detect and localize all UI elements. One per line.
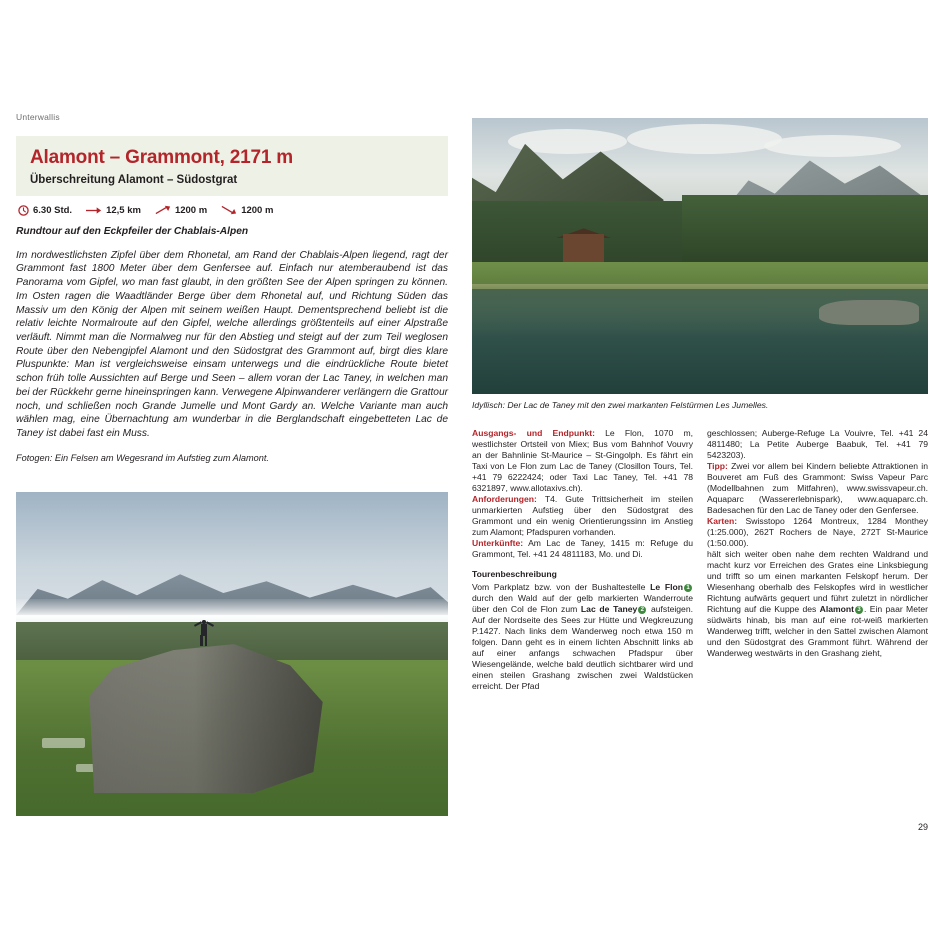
- tour-facts: [16, 196, 448, 218]
- info-maps-label: Karten:: [707, 516, 738, 526]
- photo-lac-de-taney: [472, 118, 928, 394]
- info-requirements-text: T4. Gute Trittsicherheit im steilen unmarkierten Aufstieg über den Südostgrat des Grammont und ein wenig Orientierungssinn im Anstieg zum Alamont; Pfadspuren vorhanden.: [472, 494, 693, 537]
- clock-icon: [18, 205, 29, 216]
- waypoint-le-flon: Le Flon: [650, 582, 683, 592]
- waypoint-lac-de-taney: Lac de Taney: [580, 604, 638, 614]
- route-text-c: durch den Wald auf der gelb markierten Wanderroute über den Col de Flon zum: [472, 593, 693, 614]
- descent-arrow-icon: [221, 205, 237, 215]
- info-columns: [472, 428, 928, 828]
- info-accommodation-cont: geschlossen; Auberge-Refuge La Vouivre, Tel. +41 24 4811480; La Petite Auberge Baabuk, Tel. +41 79 5423203).: [707, 428, 928, 460]
- tour-title-box: [16, 136, 448, 196]
- fact-duration: [18, 205, 72, 216]
- left-column: [16, 112, 448, 472]
- route-description-part1: [472, 582, 693, 692]
- intro-body: Im nordwestlichsten Zipfel über dem Rhonetal, am Rand der Chablais-Alpen liegend, ragt der Grammont fast 1800 Meter über dem Genfersee auf. Einfach nur atemberaubend ist das Panorama vom Gipfel, wo man fast glaubt, in den größten See der Alpen springen zu können. Im Osten ragen die Waadtländer Berge über dem Rhonetal auf, und Richtung Süden das Massiv um den König der Alpen mit seinem weißen Haupt. Dementsprechend beliebt ist die relativ leichte Normalroute auf den Gipfel, welche allerdings größtenteils auf einer Alpstraße verläuft. Nimmt man die Normalweg nur für den Abstieg und steigt auf der zum Teil weglosen Route über den Nebengipfel Alamont und den Südostgrat des Grammont auf, birgt dies klare Pluspunkte: Man ist vergleichsweise einsam unterwegs und die eindrückliche Route bietet schon früh tolle Aussichten auf Berge und Seen – allem voran der Lac Taney, in welchen man bei der Rückkehr gerne hineinspringen kann. Verwegene Alpinwanderer verlängern die Grattour noch, und schließen noch Grande Jumelle und Mont Gardy an. Welche Variante man auch wählen mag, eine Übernachtung am wunderbar in die Berglandschaft eingebetteten Lac de Taney ist dabei fast ein Muss.: [16, 249, 448, 439]
- intro-lead: Rundtour auf den Eckpfeiler der Chablais-Alpen: [16, 225, 249, 237]
- info-maps-text: Swisstopo 1264 Montreux, 1284 Monthey (1:25.000), 262T Rochers de Naye, 272T St-Maurice (1:50.000).: [707, 516, 928, 548]
- page-number: 29: [917, 822, 928, 832]
- info-requirements-label: Anforderungen:: [472, 494, 537, 504]
- info-accommodation-label: Unterkünfte:: [472, 538, 524, 548]
- photo-hiker-silhouette: [193, 620, 215, 646]
- photo-hiker-on-rock: [16, 492, 448, 816]
- info-accommodation-text: Am Lac de Taney, 1415 m: Refuge du Grammont, Tel. +41 24 4811183, Mo. und Di.: [472, 538, 693, 559]
- waypoint-marker-2: 2: [638, 606, 646, 614]
- photo-light-patch: [42, 738, 85, 748]
- fact-descent: [221, 205, 273, 216]
- photo-rock-outcrop: [819, 300, 919, 325]
- fact-duration-value: 6.30 Std.: [33, 204, 73, 216]
- info-tipp-label: Tipp:: [707, 461, 728, 471]
- waypoint-alamont: Alamont: [819, 604, 855, 614]
- info-tipp-text: Zwei vor allem bei Kindern beliebte Attraktionen in Bouveret am Fuß des Grammont: Swiss Vapeur Parc (Modellbahnen zum Mitfahren), www.swissvapeur.ch. Aquaparc (Wassererlebnispark), www.aquaparc.ch. Badesachen für den Lac de Taney oder den Genfersee.: [707, 461, 928, 515]
- page-title: Alamont – Grammont, 2171 m: [30, 147, 293, 168]
- left-photo-caption: Fotogen: Ein Felsen am Wegesrand im Aufstieg zum Alamont.: [16, 452, 269, 463]
- info-column-2: [707, 428, 928, 828]
- info-tipp: [707, 461, 928, 516]
- fact-distance: [86, 205, 141, 216]
- route-text-a: Vom Parkplatz bzw. von der Bushaltestelle: [472, 582, 651, 592]
- fact-ascent: [155, 205, 207, 216]
- route-description-heading: Tourenbeschreibung: [472, 569, 557, 579]
- fact-descent-value: 1200 m: [241, 204, 274, 216]
- route-text-e: aufsteigen. Auf der Nordseite des Sees zur Hütte und Wegkreuzung P.1427. Nach links dem Wanderweg noch etwa 150 m folgen. Dann geht es in einem lichten Abschnitt links ab auf einer anfangs schwachen Pfadspur über Wiesengelände, welche bald deutlich sichtbarer wird und einen steilen Grashang zwischen zwei Waldstücken erreicht. Der Pfad: [472, 604, 694, 691]
- distance-arrow-icon: [86, 206, 102, 215]
- info-accommodation: [472, 538, 693, 560]
- photo-cloud: [764, 135, 901, 157]
- ascent-arrow-icon: [155, 205, 171, 215]
- info-start-endpoint-text: Le Flon, 1070 m, westlichster Ortsteil von Miex; Bus vom Bahnhof Vouvry an der Bahnlinie St-Maurice – St-Gingolph. Es fährt ein Taxi von Le Flon zum Lac de Taney (Closillon Tours, Tel. +41 79 6222424; oder Taxi Lac Taney, Tel. +41 78 6321897, www.allotaxivs.ch).: [472, 428, 693, 493]
- info-column-1: [472, 428, 693, 828]
- waypoint-marker-1: 1: [684, 584, 692, 592]
- info-requirements: [472, 494, 693, 538]
- route-text-c: . Ein paar Meter südwärts hinab, bis man auf eine rot-weiß markierten Wanderweg trifft, welcher in den Sattel zwischen Alamont und den Südostgrat des Grammont führt. Während der Wanderweg westwärts in den Grashang zieht,: [707, 604, 928, 658]
- fact-distance-value: 12,5 km: [106, 204, 141, 216]
- info-maps: [707, 516, 928, 549]
- right-photo-caption: Idyllisch: Der Lac de Taney mit den zwei markanten Felstürmen Les Jumelles.: [472, 400, 769, 410]
- info-start-endpoint: [472, 428, 693, 494]
- photo-hut: [563, 234, 604, 262]
- page-subtitle: Überschreitung Alamont – Südostgrat: [30, 173, 238, 186]
- region-kicker: Unterwallis: [16, 112, 60, 122]
- info-start-endpoint-label: Ausgangs- und Endpunkt:: [472, 428, 595, 438]
- photo-forest-right: [682, 195, 928, 267]
- route-description-part2: [707, 549, 928, 659]
- photo-cloud: [627, 124, 782, 154]
- waypoint-marker-3: 3: [855, 606, 863, 614]
- fact-ascent-value: 1200 m: [174, 204, 208, 216]
- route-text-a: hält sich weiter oben nahe dem rechten Waldrand und macht kurz vor Erreichen des Grates eine Linksbiegung und trifft so um einen markanten Felskopf herum. Der Wiesenhang oberhalb des Felskopfes wird in westlicher Richtung aufwärts gequert und führt zuletzt in nördlicher Richtung auf die Kuppe des: [707, 549, 928, 614]
